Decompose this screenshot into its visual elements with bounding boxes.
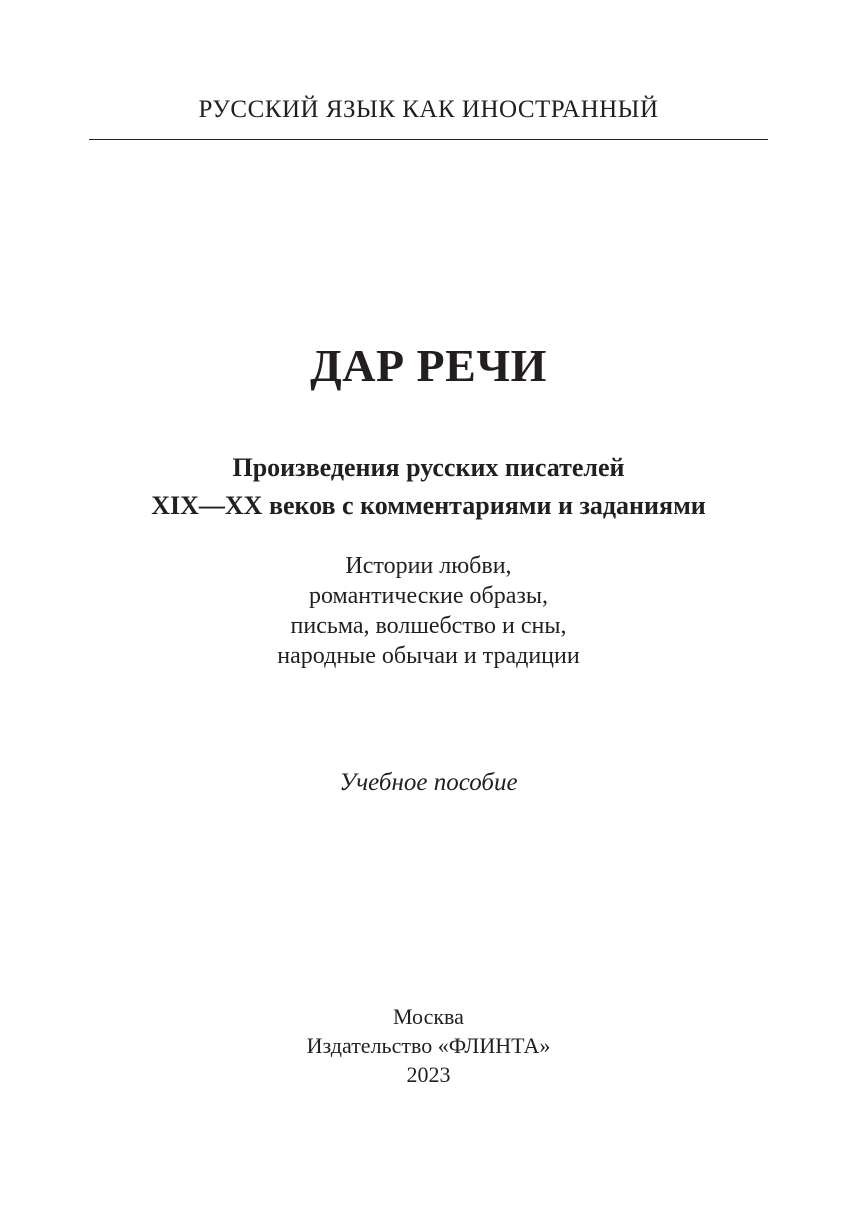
imprint <box>0 1002 857 1089</box>
topic-line: Истории любви, <box>345 553 512 579</box>
topic-line: письма, волшебство и сны, <box>290 613 567 639</box>
topic-line: народные обычаи и традиции <box>277 643 580 669</box>
book-topics <box>0 551 857 671</box>
topic-line: романтические образы, <box>309 583 548 609</box>
imprint-publisher: Издательство «ФЛИНТА» <box>306 1033 551 1058</box>
book-title: ДАР РЕЧИ <box>310 340 547 391</box>
header-divider <box>89 139 768 140</box>
book-genre: Учебное пособие <box>339 769 518 796</box>
book-subtitle <box>0 449 857 525</box>
subtitle-line: Произведения русских писателей <box>232 453 625 482</box>
imprint-city: Москва <box>393 1004 464 1029</box>
imprint-year: 2023 <box>406 1062 451 1087</box>
subtitle-line: XIX—XX веков с комментариями и заданиями <box>151 491 706 520</box>
series-title: РУССКИЙ ЯЗЫК КАК ИНОСТРАННЫЙ <box>198 96 659 123</box>
